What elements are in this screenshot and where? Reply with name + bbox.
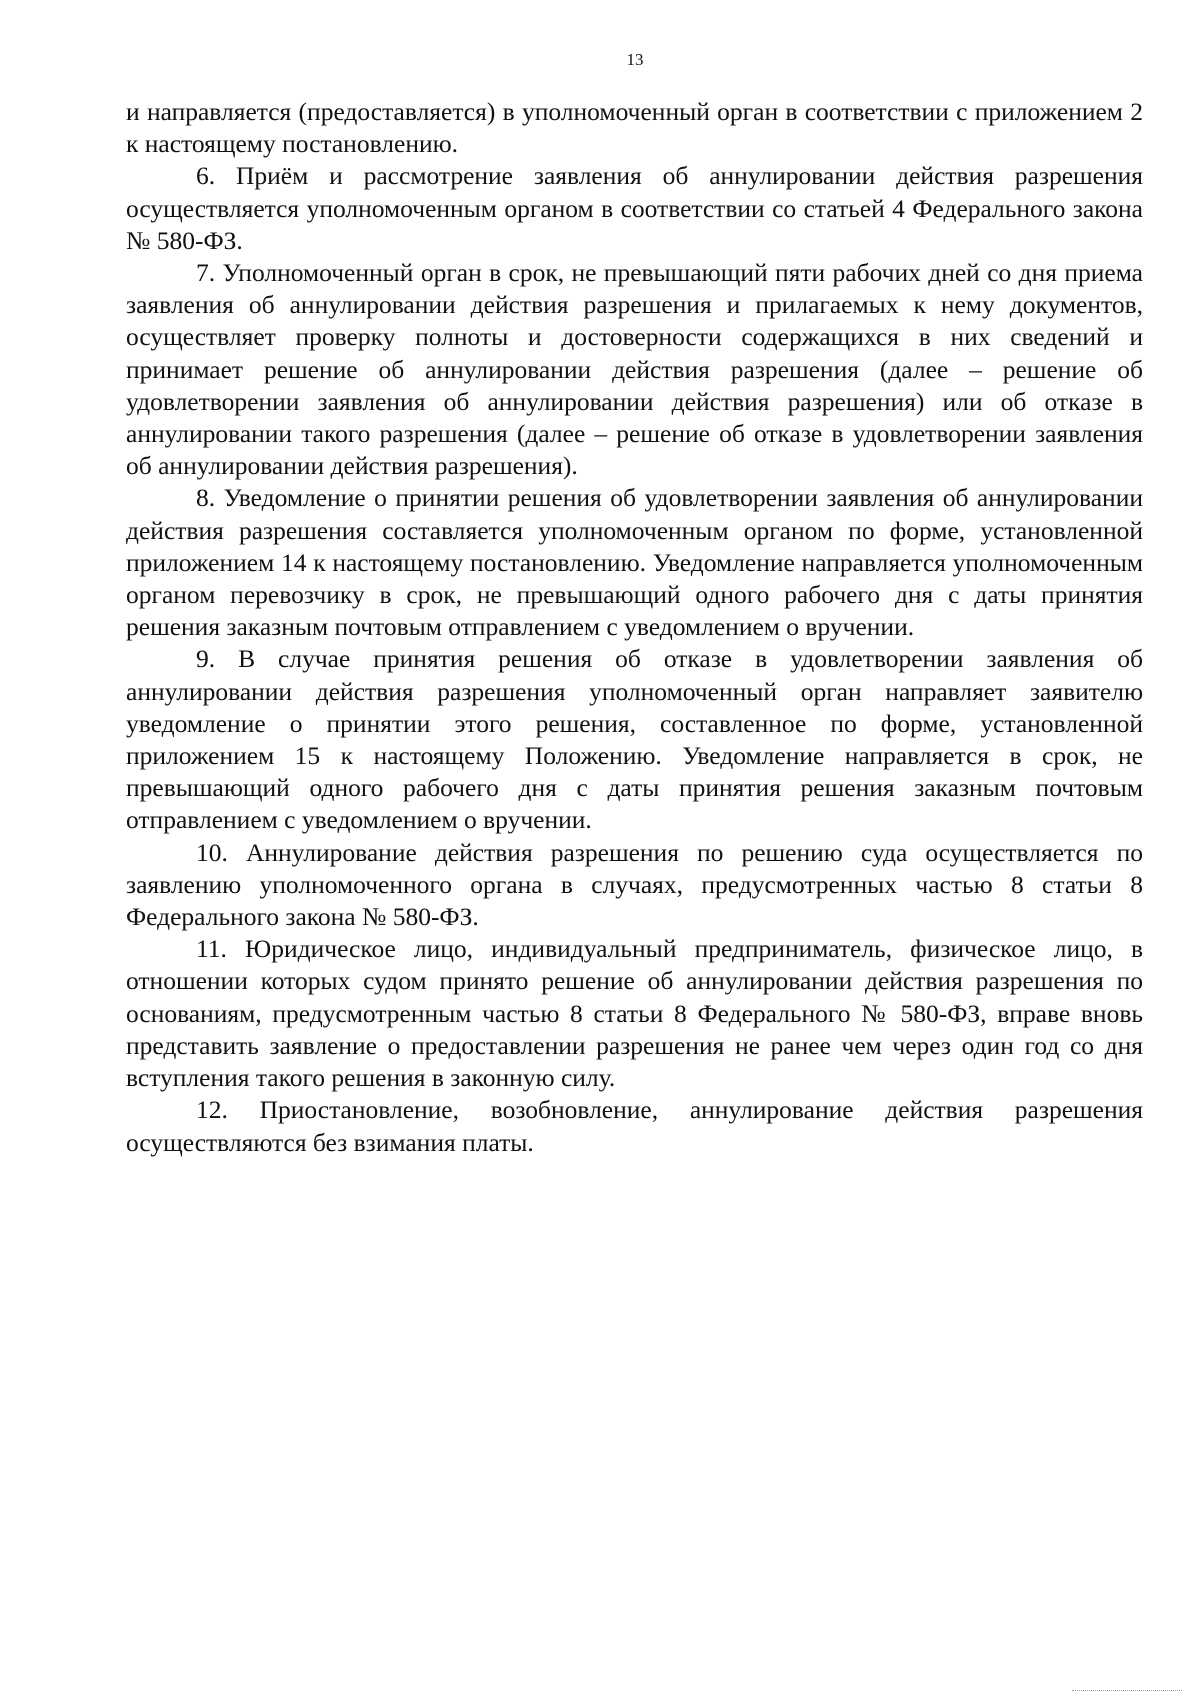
paragraph-continuation: и направляется (предоставляется) в уполномоченный орган в соответствии с приложением 2 к настоящему постановлению. bbox=[126, 97, 1143, 159]
page-number: 13 bbox=[626, 50, 644, 69]
paragraph-11: 11. Юридическое лицо, индивидуальный предприниматель, физическое лицо, в отношении которых судом принято решение об аннулировании действия разрешения по основаниям, предусмотренным частью 8 статьи 8 Федерального № 580-ФЗ, вправе вновь представить заявление о предоставлении разрешения не ранее чем через один год со дня вступления такого решения в законную силу. bbox=[126, 934, 1143, 1093]
paragraph-12: 12. Приостановление, возобновление, аннулирование действия разрешения осуществляются без взимания платы. bbox=[126, 1095, 1143, 1157]
document-body bbox=[126, 96, 1143, 1159]
paragraph-9: 9. В случае принятия решения об отказе в удовлетворении заявления об аннулировании действия разрешения уполномоченный орган направляет заявителю уведомление о принятии этого решения, составленное по форме, установленной приложением 15 к настоящему Положению. Уведомление направляется в срок, не превышающий одного рабочего дня с даты принятия решения заказным почтовым отправлением с уведомлением о вручении. bbox=[126, 644, 1143, 835]
paragraph-8: 8. Уведомление о принятии решения об удовлетворении заявления об аннулировании действия разрешения составляется уполномоченным органом по форме, установленной приложением 14 к настоящему постановлению. Уведомление направляется уполномоченным органом перевозчику в срок, не превышающий одного рабочего дня с даты принятия решения заказным почтовым отправлением с уведомлением о вручении. bbox=[126, 483, 1143, 642]
paragraph-6: 6. Приём и рассмотрение заявления об аннулировании действия разрешения осуществляется уполномоченным органом в соответствии со статьей 4 Федерального закона № 580-ФЗ. bbox=[126, 161, 1143, 255]
scan-artifact bbox=[1072, 1686, 1182, 1691]
paragraph-10: 10. Аннулирование действия разрешения по решению суда осуществляется по заявлению уполномоченного органа в случаях, предусмотренных частью 8 статьи 8 Федерального закона № 580-ФЗ. bbox=[126, 837, 1143, 932]
paragraph-7: 7. Уполномоченный орган в срок, не превышающий пяти рабочих дней со дня приема заявления об аннулировании действия разрешения и прилагаемых к нему документов, осуществляет проверку полноты и достоверности содержащихся в них сведений и принимает решение об аннулировании действия разрешения (далее – решение об удовлетворении заявления об аннулировании действия разрешения) или об отказе в аннулировании такого разрешения (далее – решение об отказе в удовлетворении заявления об аннулировании действия разрешения). bbox=[126, 258, 1143, 481]
